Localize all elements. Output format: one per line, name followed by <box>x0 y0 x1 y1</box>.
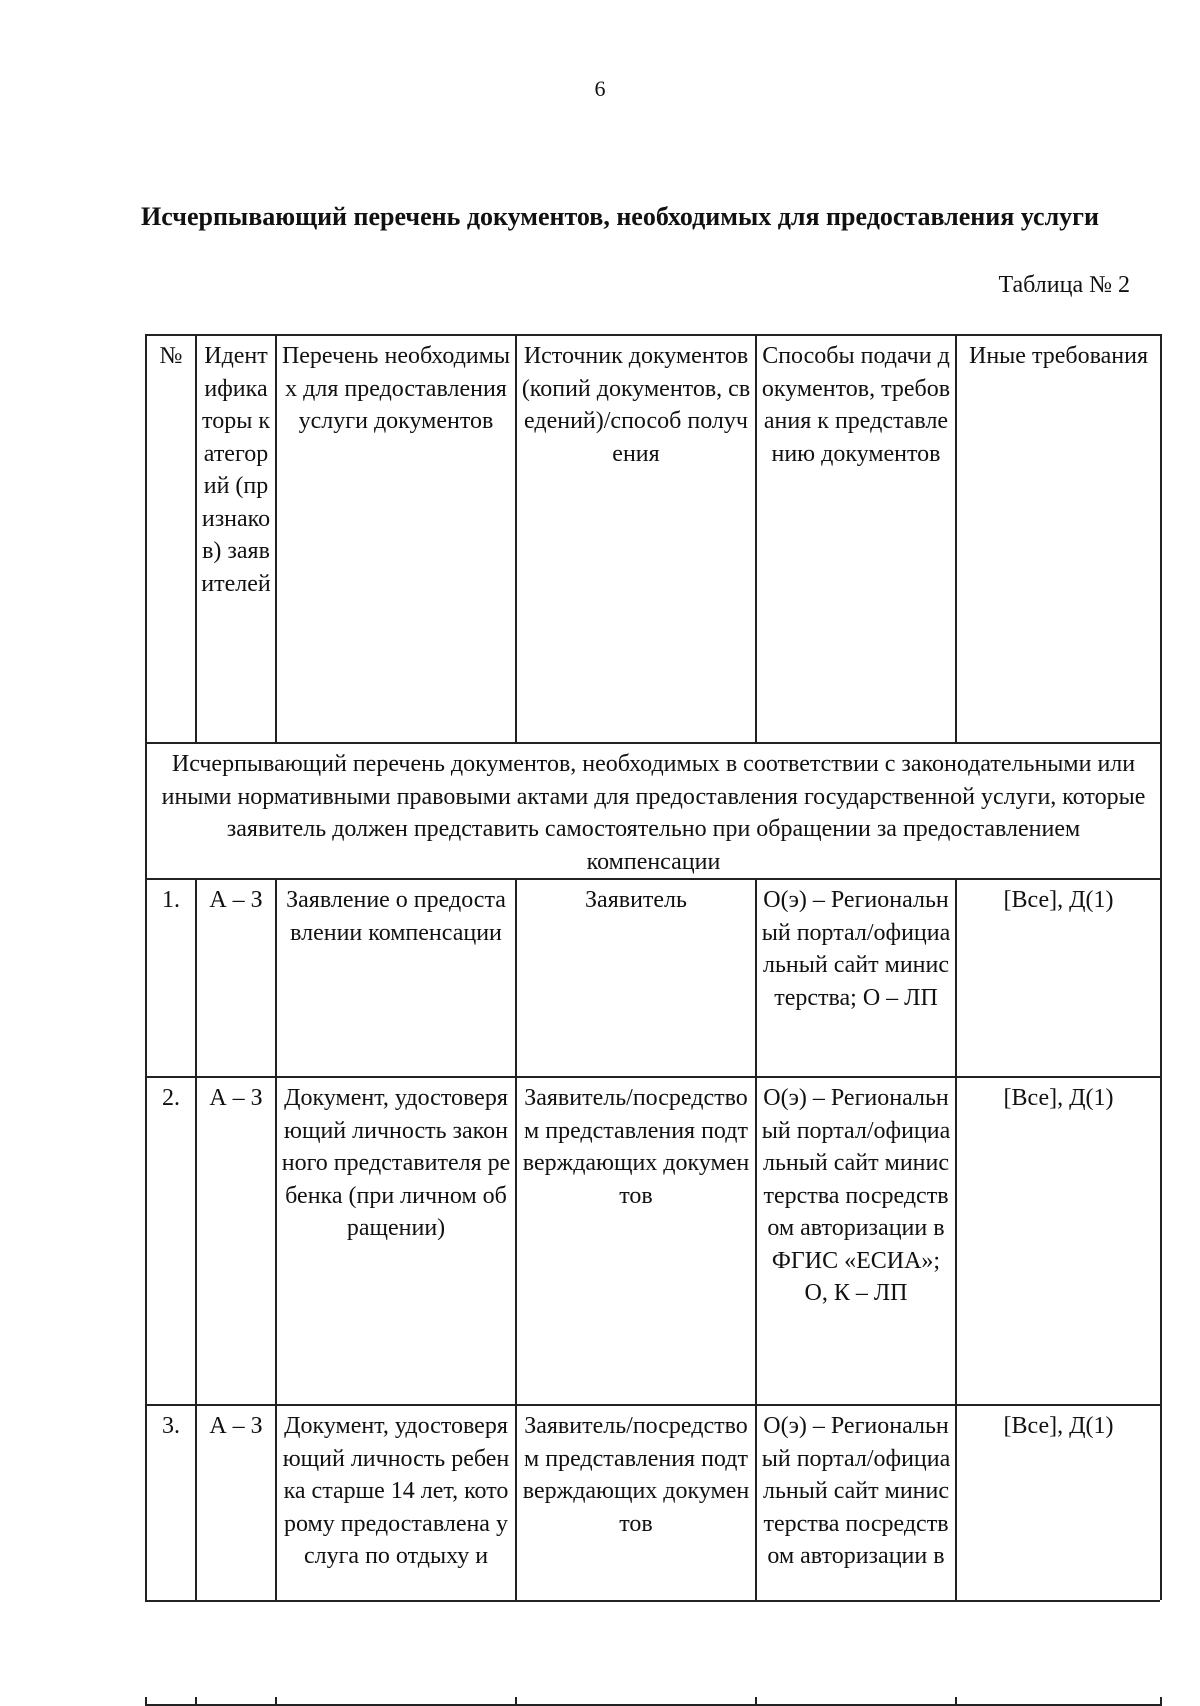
row-num: 2. <box>146 1077 196 1405</box>
row-other: [Все], Д(1) <box>956 1077 1161 1405</box>
header-documents-list: Перечень необходимых для предоставления услуги документов <box>276 335 516 743</box>
document-title: Исчерпывающий перечень документов, необходимых для предоставления услуги <box>141 202 1099 231</box>
table-header-row <box>146 335 1161 743</box>
row-source: Заявитель <box>516 879 756 1077</box>
row-document: Заявление о предоставлении компенсации <box>276 879 516 1077</box>
row-identifier: А – З <box>196 879 276 1077</box>
row-other: [Все], Д(1) <box>956 1405 1161 1705</box>
header-num: № <box>146 335 196 743</box>
table-row <box>146 1077 1161 1405</box>
table-label: Таблица № 2 <box>998 272 1130 298</box>
row-method: О(э) – Региональный портал/официальный сайт министерства; О – ЛП <box>756 879 956 1077</box>
header-identifiers: Идентификаторы категорий (признаков) заявителей <box>196 335 276 743</box>
page-number: 6 <box>594 76 606 101</box>
row-source: Заявитель/посредством представления подтверждающих документов <box>516 1077 756 1405</box>
table-row <box>146 879 1161 1077</box>
table-bottom-border <box>145 1600 1160 1602</box>
header-submission-methods: Способы подачи документов, требования к представлению документов <box>756 335 956 743</box>
documents-table <box>145 334 1162 1706</box>
row-identifier: А – З <box>196 1405 276 1705</box>
row-num: 3. <box>146 1405 196 1705</box>
row-other: [Все], Д(1) <box>956 879 1161 1077</box>
row-source: Заявитель/посредством представления подтверждающих документов <box>516 1405 756 1705</box>
row-document: Документ, удостоверяющий личность законного представителя ребенка (при личном обращении) <box>276 1077 516 1405</box>
row-identifier: А – З <box>196 1077 276 1405</box>
header-other-requirements: Иные требования <box>956 335 1161 743</box>
row-num: 1. <box>146 879 196 1077</box>
header-source: Источник документов (копий документов, сведений)/способ получения <box>516 335 756 743</box>
section-heading: Исчерпывающий перечень документов, необходимых в соответствии с законодательными или иными нормативными правовыми актами для предоставления государственной услуги, которые заявитель должен представить самостоятельно при обращении за предоставлением компенсации <box>146 743 1161 879</box>
section-heading-row <box>146 743 1161 879</box>
row-method: О(э) – Региональный портал/официальный сайт министерства посредством авторизации в ФГИС «ЕСИА»; О, К – ЛП <box>756 1077 956 1405</box>
page-bottom-margin <box>0 1600 1200 1697</box>
row-document: Документ, удостоверяющий личность ребенка старше 14 лет, которому предоставлена услуга по отдыху и <box>276 1405 516 1705</box>
row-method: О(э) – Региональный портал/официальный сайт министерства посредством авторизации в <box>756 1405 956 1705</box>
